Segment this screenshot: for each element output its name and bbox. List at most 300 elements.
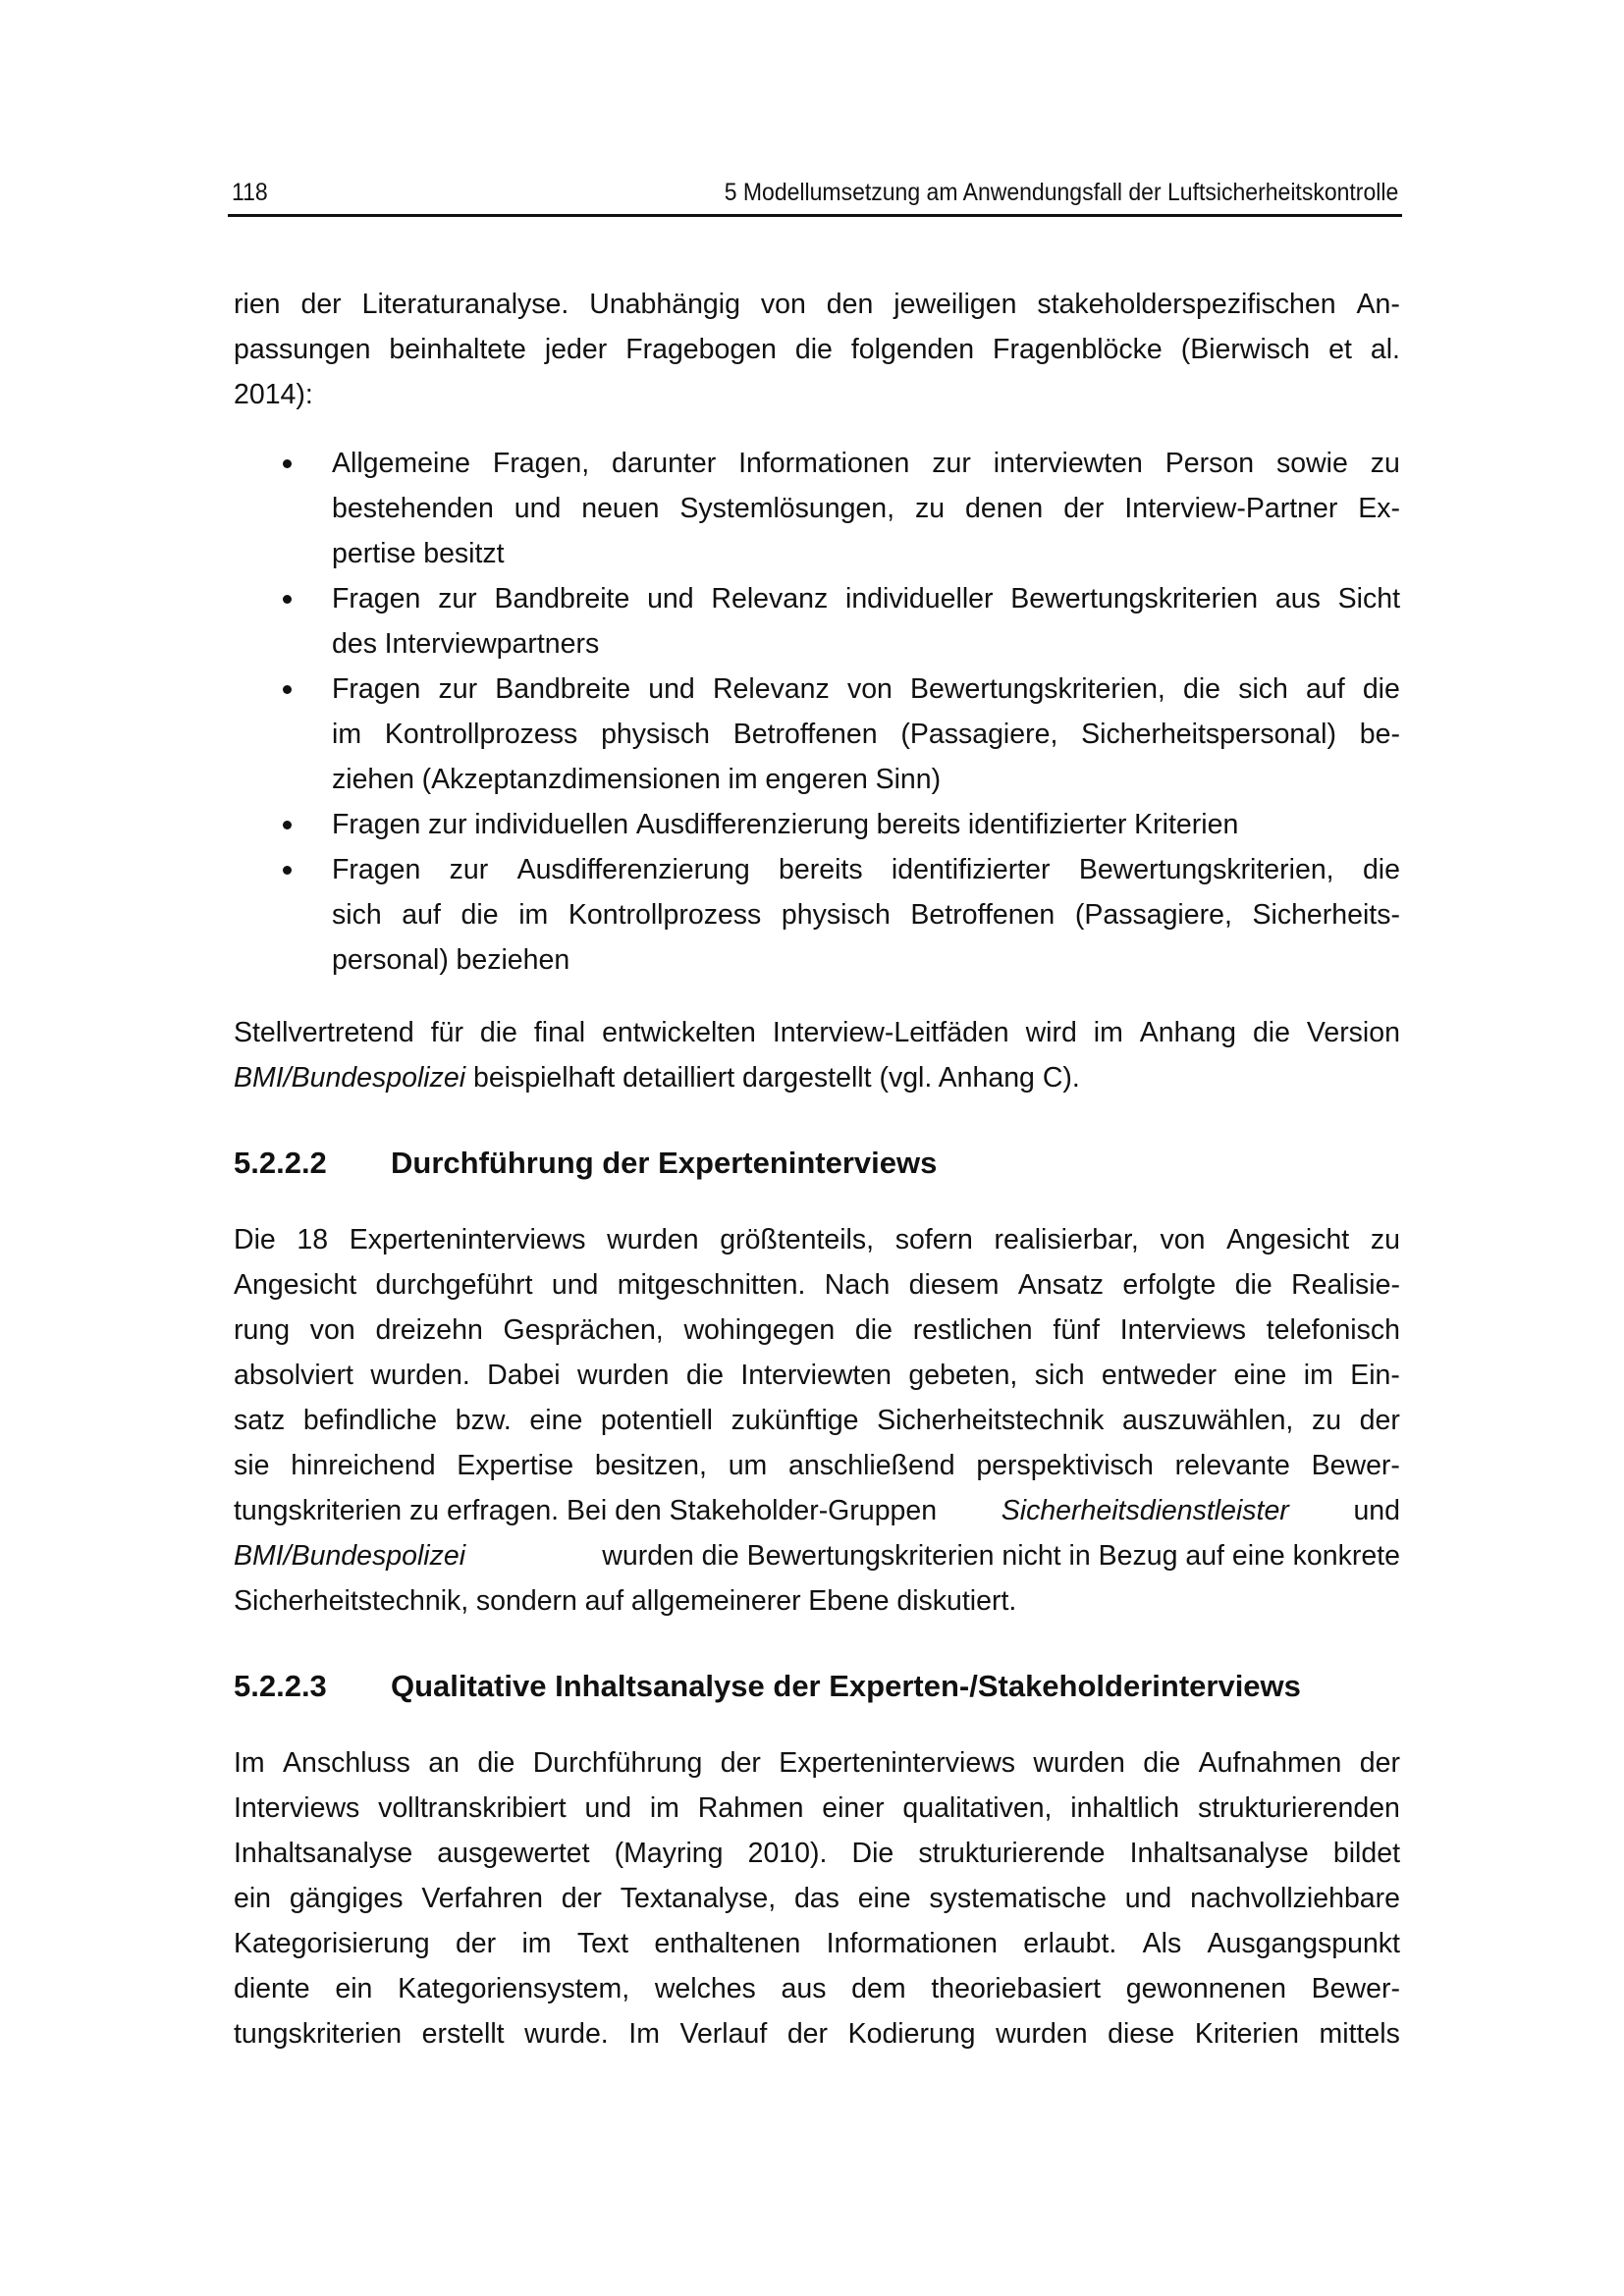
word: Informationen: [738, 448, 910, 479]
word: wurde.: [524, 2018, 609, 2050]
word: zur: [438, 673, 478, 705]
text-line: [234, 1786, 1400, 1831]
word: und: [551, 1269, 599, 1301]
text-line: [234, 1353, 1400, 1398]
word: jeweiligen: [893, 289, 1017, 320]
section-heading: [234, 1141, 937, 1186]
word: die: [460, 899, 499, 931]
word: al.: [1370, 334, 1400, 365]
text-line: [332, 531, 1400, 576]
word: Informationen: [826, 1928, 998, 1959]
text-span: und: [1353, 1495, 1400, 1526]
word: wohingegen: [683, 1314, 836, 1346]
word: Expertise: [457, 1450, 574, 1481]
word: die: [1252, 1017, 1290, 1048]
intro-paragraph: [234, 282, 1400, 417]
word: (Akzeptanzdimensionen: [421, 764, 721, 795]
word: der: [561, 1883, 602, 1914]
word: eine: [1233, 1360, 1287, 1391]
word: rung: [234, 1314, 291, 1346]
word: bildet: [1332, 1838, 1400, 1869]
word: identifizierter: [967, 809, 1127, 840]
word: Fragenblöcke: [993, 334, 1163, 365]
word: absolviert: [234, 1360, 353, 1391]
word: erfolgte: [1122, 1269, 1217, 1301]
word: die: [685, 1360, 724, 1391]
word: Verfahren: [421, 1883, 543, 1914]
word: 2014):: [234, 379, 313, 410]
word: größtenteils,: [720, 1224, 875, 1255]
word: volltranskribiert: [378, 1792, 567, 1824]
text-line: [234, 1217, 1400, 1262]
word: Kontrollprozess: [384, 719, 578, 750]
word: An-: [1356, 289, 1400, 320]
word: potentiell: [600, 1405, 713, 1436]
text-line: [234, 1921, 1400, 1966]
page-number: 118: [232, 179, 268, 206]
text-line: [332, 802, 1400, 847]
word: sowie: [1276, 448, 1348, 479]
word: Fragen: [332, 583, 421, 614]
word: Fragen: [332, 809, 421, 840]
text-line: [234, 1262, 1400, 1308]
word: sondern: [475, 1585, 577, 1617]
word: zur: [428, 809, 467, 840]
word: ziehen: [332, 764, 414, 795]
word: der: [1359, 1747, 1400, 1779]
word: wurden: [607, 1224, 699, 1255]
section-title: Qualitative Inhaltsanalyse der Experten-/Stakeholderinterviews: [391, 1669, 1301, 1703]
word: der: [786, 2018, 829, 2050]
word: auf: [402, 899, 441, 931]
word: Interview-Partner: [1124, 493, 1338, 524]
section-number: 5.2.2.2: [234, 1146, 327, 1180]
word: realisierbar,: [994, 1224, 1139, 1255]
word: eine: [857, 1883, 911, 1914]
word: dem: [851, 1973, 906, 2004]
word: die: [1362, 673, 1400, 705]
word: die: [477, 1747, 515, 1779]
word: Version: [1306, 1017, 1400, 1048]
word: physisch: [781, 899, 891, 931]
word: wurden: [1033, 1747, 1125, 1779]
word: erlaubt.: [1023, 1928, 1117, 1959]
word: Bewer-: [1311, 1450, 1400, 1481]
word: Realisie-: [1291, 1269, 1400, 1301]
text-line: [332, 667, 1400, 712]
word: bestehenden: [332, 493, 494, 524]
word: Sicht: [1337, 583, 1400, 614]
word: die: [479, 1017, 517, 1048]
word: der: [720, 1747, 761, 1779]
bullet-item: [234, 667, 1400, 802]
word: im: [1303, 1360, 1333, 1391]
bullet-icon: [283, 866, 292, 875]
word: Aufnahmen: [1198, 1747, 1342, 1779]
word: strukturierende: [918, 1838, 1106, 1869]
word: beziehen: [456, 944, 570, 976]
word: Ein-: [1350, 1360, 1400, 1391]
word: bereits: [779, 854, 863, 885]
word: Interviews: [234, 1792, 360, 1824]
word: Kriterien: [1194, 2018, 1299, 2050]
word: Textanalyse,: [620, 1883, 777, 1914]
bullet-list: [234, 441, 1400, 983]
word: et: [1328, 334, 1352, 365]
word: wurden: [577, 1360, 670, 1391]
bullet-item: [234, 441, 1400, 576]
word: Anhang: [1139, 1017, 1237, 1048]
word: und: [514, 493, 562, 524]
word: im: [521, 1928, 552, 1959]
word: aus: [1274, 583, 1321, 614]
italic-term: BMI/Bundespolizei: [234, 1062, 466, 1094]
word: enthaltenen: [654, 1928, 801, 1959]
word: Relevanz: [711, 583, 829, 614]
word: gängiges: [289, 1883, 404, 1914]
word: die: [1143, 1747, 1181, 1779]
word: Anschluss: [283, 1747, 410, 1779]
word: erstellt: [421, 2018, 505, 2050]
word: darunter: [612, 448, 717, 479]
word: perspektivisch: [976, 1450, 1154, 1481]
word: pertise: [332, 538, 416, 569]
word: Im: [628, 2018, 660, 2050]
text-line: [234, 1831, 1400, 1876]
word: Sicherheits-: [1252, 899, 1400, 931]
word: die: [1362, 854, 1400, 885]
text-line: [234, 1055, 1400, 1100]
word: interviewten: [993, 448, 1143, 479]
word: Bandbreite: [495, 673, 631, 705]
bullet-item: [234, 576, 1400, 667]
word: mittels: [1319, 2018, 1400, 2050]
word: gewonnenen: [1125, 1973, 1286, 2004]
word: ein: [234, 1883, 272, 1914]
word: ausgewertet: [437, 1838, 590, 1869]
word: allgemeinerer: [630, 1585, 801, 1617]
word: an: [428, 1747, 460, 1779]
word: zur: [438, 583, 477, 614]
word: sich: [332, 899, 382, 931]
text-line: [234, 1488, 1400, 1533]
word: qualitativen,: [902, 1792, 1053, 1824]
word: Ausdifferenzierung: [635, 809, 869, 840]
word: anschließend: [788, 1450, 955, 1481]
word: theoriebasiert: [931, 1973, 1102, 2004]
text-line: [234, 1398, 1400, 1443]
word: Bewertungskriterien: [1010, 583, 1259, 614]
word: Kategorisierung: [234, 1928, 430, 1959]
word: Bewer-: [1311, 1973, 1400, 2004]
word: gebeten,: [908, 1360, 1018, 1391]
word: individuellen: [474, 809, 629, 840]
word: identifizierter: [891, 854, 1051, 885]
word: Die: [851, 1838, 894, 1869]
word: zu: [914, 493, 946, 524]
word: Allgemeine: [332, 448, 470, 479]
bullet-icon: [283, 595, 292, 604]
word: fünf: [1053, 1314, 1100, 1346]
text-line: [234, 372, 1400, 417]
text-line: [234, 1010, 1400, 1055]
text-line: [234, 1740, 1400, 1786]
word: auf: [584, 1585, 624, 1617]
word: Bandbreite: [494, 583, 630, 614]
italic-term: Sicherheitsdienstleister: [1001, 1495, 1289, 1526]
bullet-item: [234, 847, 1400, 983]
word: die: [1183, 673, 1221, 705]
word: auf: [1306, 673, 1345, 705]
word: Interview-Leitfäden: [772, 1017, 1009, 1048]
word: engeren: [765, 764, 868, 795]
word: von: [760, 289, 806, 320]
word: Sicherheitspersonal): [1081, 719, 1336, 750]
word: entwickelten: [602, 1017, 756, 1048]
word: Text: [576, 1928, 629, 1959]
word: Angesicht: [234, 1269, 357, 1301]
word: Kategoriensystem,: [398, 1973, 630, 2004]
text-line: [234, 1533, 1400, 1578]
word: befindliche: [302, 1405, 438, 1436]
text-line: [332, 621, 1400, 667]
word: dreizehn: [375, 1314, 483, 1346]
word: Ex-: [1358, 493, 1400, 524]
word: Sicherheitstechnik,: [234, 1585, 469, 1617]
text-line: [234, 2011, 1400, 2056]
word: der: [300, 289, 342, 320]
text-line: [234, 1308, 1400, 1353]
text-line: [332, 847, 1400, 892]
word: eine: [529, 1405, 583, 1436]
word: welches: [654, 1973, 756, 2004]
word: für: [430, 1017, 463, 1048]
word: Unabhängig: [589, 289, 740, 320]
word: Bewertungskriterien,: [910, 673, 1165, 705]
word: Durchführung: [532, 1747, 703, 1779]
text-line: [332, 441, 1400, 486]
word: Angesicht: [1226, 1224, 1350, 1255]
word: und: [1124, 1883, 1172, 1914]
word: (Passagiere,: [1074, 899, 1232, 931]
word: des: [332, 628, 377, 660]
word: die: [1234, 1269, 1272, 1301]
word: Rahmen: [697, 1792, 804, 1824]
word: und: [647, 583, 694, 614]
word: das: [793, 1883, 839, 1914]
word: Im: [234, 1747, 265, 1779]
word: restlichen: [912, 1314, 1033, 1346]
word: wurden: [996, 2018, 1088, 2050]
word: Ebene: [808, 1585, 890, 1617]
word: personal): [332, 944, 449, 976]
word: satz: [234, 1405, 286, 1436]
word: zu: [1311, 1405, 1342, 1436]
word: entweder: [1101, 1360, 1218, 1391]
text-line: [332, 576, 1400, 621]
word: der: [455, 1928, 497, 1959]
word: diente: [234, 1973, 310, 2004]
word: Fragen,: [492, 448, 590, 479]
word: bereits: [876, 809, 961, 840]
text-line: [234, 327, 1400, 372]
word: um: [728, 1450, 768, 1481]
word: stakeholderspezifischen: [1037, 289, 1336, 320]
word: systematische: [929, 1883, 1107, 1914]
word: Fragen: [332, 854, 421, 885]
section-heading: [234, 1664, 1301, 1709]
running-title: 5 Modellumsetzung am Anwendungsfall der Luftsicherheitskontrolle: [724, 179, 1398, 206]
section-5222-body: [234, 1217, 1400, 1624]
word: besitzen,: [594, 1450, 707, 1481]
word: sich: [1034, 1360, 1085, 1391]
word: strukturierenden: [1197, 1792, 1400, 1824]
text-line: [234, 1578, 1400, 1624]
word: auszuwählen,: [1122, 1405, 1294, 1436]
word: jeder: [544, 334, 608, 365]
word: Interviewten: [740, 1360, 893, 1391]
word: denen: [965, 493, 1044, 524]
word: diese: [1108, 2018, 1175, 2050]
text-span: wurden die Bewertungskriterien nicht in Bezug auf eine konkrete: [602, 1540, 1400, 1572]
word: Nach: [824, 1269, 891, 1301]
word: zukünftige: [731, 1405, 859, 1436]
word: im: [1093, 1017, 1123, 1048]
italic-term: BMI/Bundespolizei: [234, 1540, 466, 1572]
word: Sinn): [875, 764, 942, 795]
word: Interviews: [1119, 1314, 1246, 1346]
word: und: [648, 673, 695, 705]
word: sie: [234, 1450, 270, 1481]
word: Ausgangspunkt: [1207, 1928, 1400, 1959]
word: Experteninterviews: [349, 1224, 586, 1255]
word: Fragebogen: [625, 334, 777, 365]
word: durchgeführt: [375, 1269, 533, 1301]
word: von: [1160, 1224, 1206, 1255]
word: Interviewpartners: [384, 628, 600, 660]
word: mitgeschnitten.: [617, 1269, 806, 1301]
word: ein: [335, 1973, 373, 2004]
word: (Passagiere,: [900, 719, 1058, 750]
annex-paragraph: [234, 1010, 1400, 1100]
section-number: 5.2.2.3: [234, 1669, 327, 1703]
word: im: [518, 899, 549, 931]
word: (Bierwisch: [1180, 334, 1311, 365]
word: individueller: [844, 583, 994, 614]
text-line: [234, 1443, 1400, 1488]
word: besitzt: [423, 538, 505, 569]
text-line: [234, 1876, 1400, 1921]
word: Sicherheitstechnik: [877, 1405, 1105, 1436]
word: im: [728, 764, 758, 795]
word: Dabei: [487, 1360, 561, 1391]
word: beinhaltete: [389, 334, 526, 365]
word: Inhaltsanalyse: [234, 1838, 413, 1869]
word: und: [584, 1792, 632, 1824]
word: im: [649, 1792, 679, 1824]
word: zu: [1370, 448, 1400, 479]
bullet-icon: [283, 685, 292, 694]
word: Kontrollprozess: [568, 899, 762, 931]
word: aus: [781, 1973, 827, 2004]
word: Die: [234, 1224, 276, 1255]
word: Ansatz: [1017, 1269, 1104, 1301]
word: Kriterien: [1134, 809, 1239, 840]
bullet-icon: [283, 459, 292, 468]
word: inhaltlich: [1070, 1792, 1180, 1824]
text-line: [332, 757, 1400, 802]
text-span: beispielhaft detailliert dargestellt (vgl. Anhang C).: [472, 1062, 1080, 1094]
word: telefonisch: [1266, 1314, 1400, 1346]
word: relevante: [1174, 1450, 1290, 1481]
word: Bewertungskriterien,: [1078, 854, 1334, 885]
word: neuen: [581, 493, 660, 524]
word: physisch: [601, 719, 710, 750]
text-line: [332, 937, 1400, 983]
word: einer: [822, 1792, 885, 1824]
word: be-: [1359, 719, 1400, 750]
word: tungskriterien: [234, 2018, 403, 2050]
word: wird: [1025, 1017, 1077, 1048]
bullet-item: [234, 802, 1400, 847]
running-header: [228, 175, 1402, 217]
word: 18: [297, 1224, 329, 1255]
word: Ausdifferenzierung: [516, 854, 750, 885]
word: die: [794, 334, 833, 365]
word: Gesprächen,: [503, 1314, 664, 1346]
word: der: [1359, 1405, 1400, 1436]
word: Fragen: [332, 673, 421, 705]
word: Literaturanalyse.: [361, 289, 569, 320]
word: im: [332, 719, 362, 750]
word: nachvollziehbare: [1190, 1883, 1400, 1914]
word: 2010).: [747, 1838, 828, 1869]
text-line: [234, 1966, 1400, 2011]
word: Experteninterviews: [779, 1747, 1016, 1779]
word: zur: [449, 854, 489, 885]
word: Verlauf: [679, 2018, 768, 2050]
bullet-icon: [283, 821, 292, 829]
word: von: [846, 673, 893, 705]
word: folgenden: [850, 334, 975, 365]
word: bzw.: [455, 1405, 512, 1436]
word: hinreichend: [291, 1450, 436, 1481]
text-line: [332, 712, 1400, 757]
text-line: [234, 282, 1400, 327]
word: Als: [1142, 1928, 1182, 1959]
word: den: [826, 289, 874, 320]
word: die: [854, 1314, 893, 1346]
word: Betroffenen: [732, 719, 878, 750]
word: diskutiert.: [896, 1585, 1017, 1617]
word: von: [309, 1314, 355, 1346]
word: Inhaltsanalyse: [1129, 1838, 1309, 1869]
word: diesem: [908, 1269, 1000, 1301]
text-line: [332, 892, 1400, 937]
word: zu: [1370, 1224, 1400, 1255]
word: wurden.: [370, 1360, 470, 1391]
word: (Mayring: [614, 1838, 724, 1869]
word: final: [533, 1017, 586, 1048]
word: Kodierung: [847, 2018, 976, 2050]
text-line: [332, 486, 1400, 531]
word: der: [1063, 493, 1105, 524]
word: Relevanz: [712, 673, 830, 705]
word: zur: [932, 448, 971, 479]
section-title: Durchführung der Experteninterviews: [391, 1146, 938, 1180]
word: Betroffenen: [910, 899, 1056, 931]
word: Stellvertretend: [234, 1017, 414, 1048]
